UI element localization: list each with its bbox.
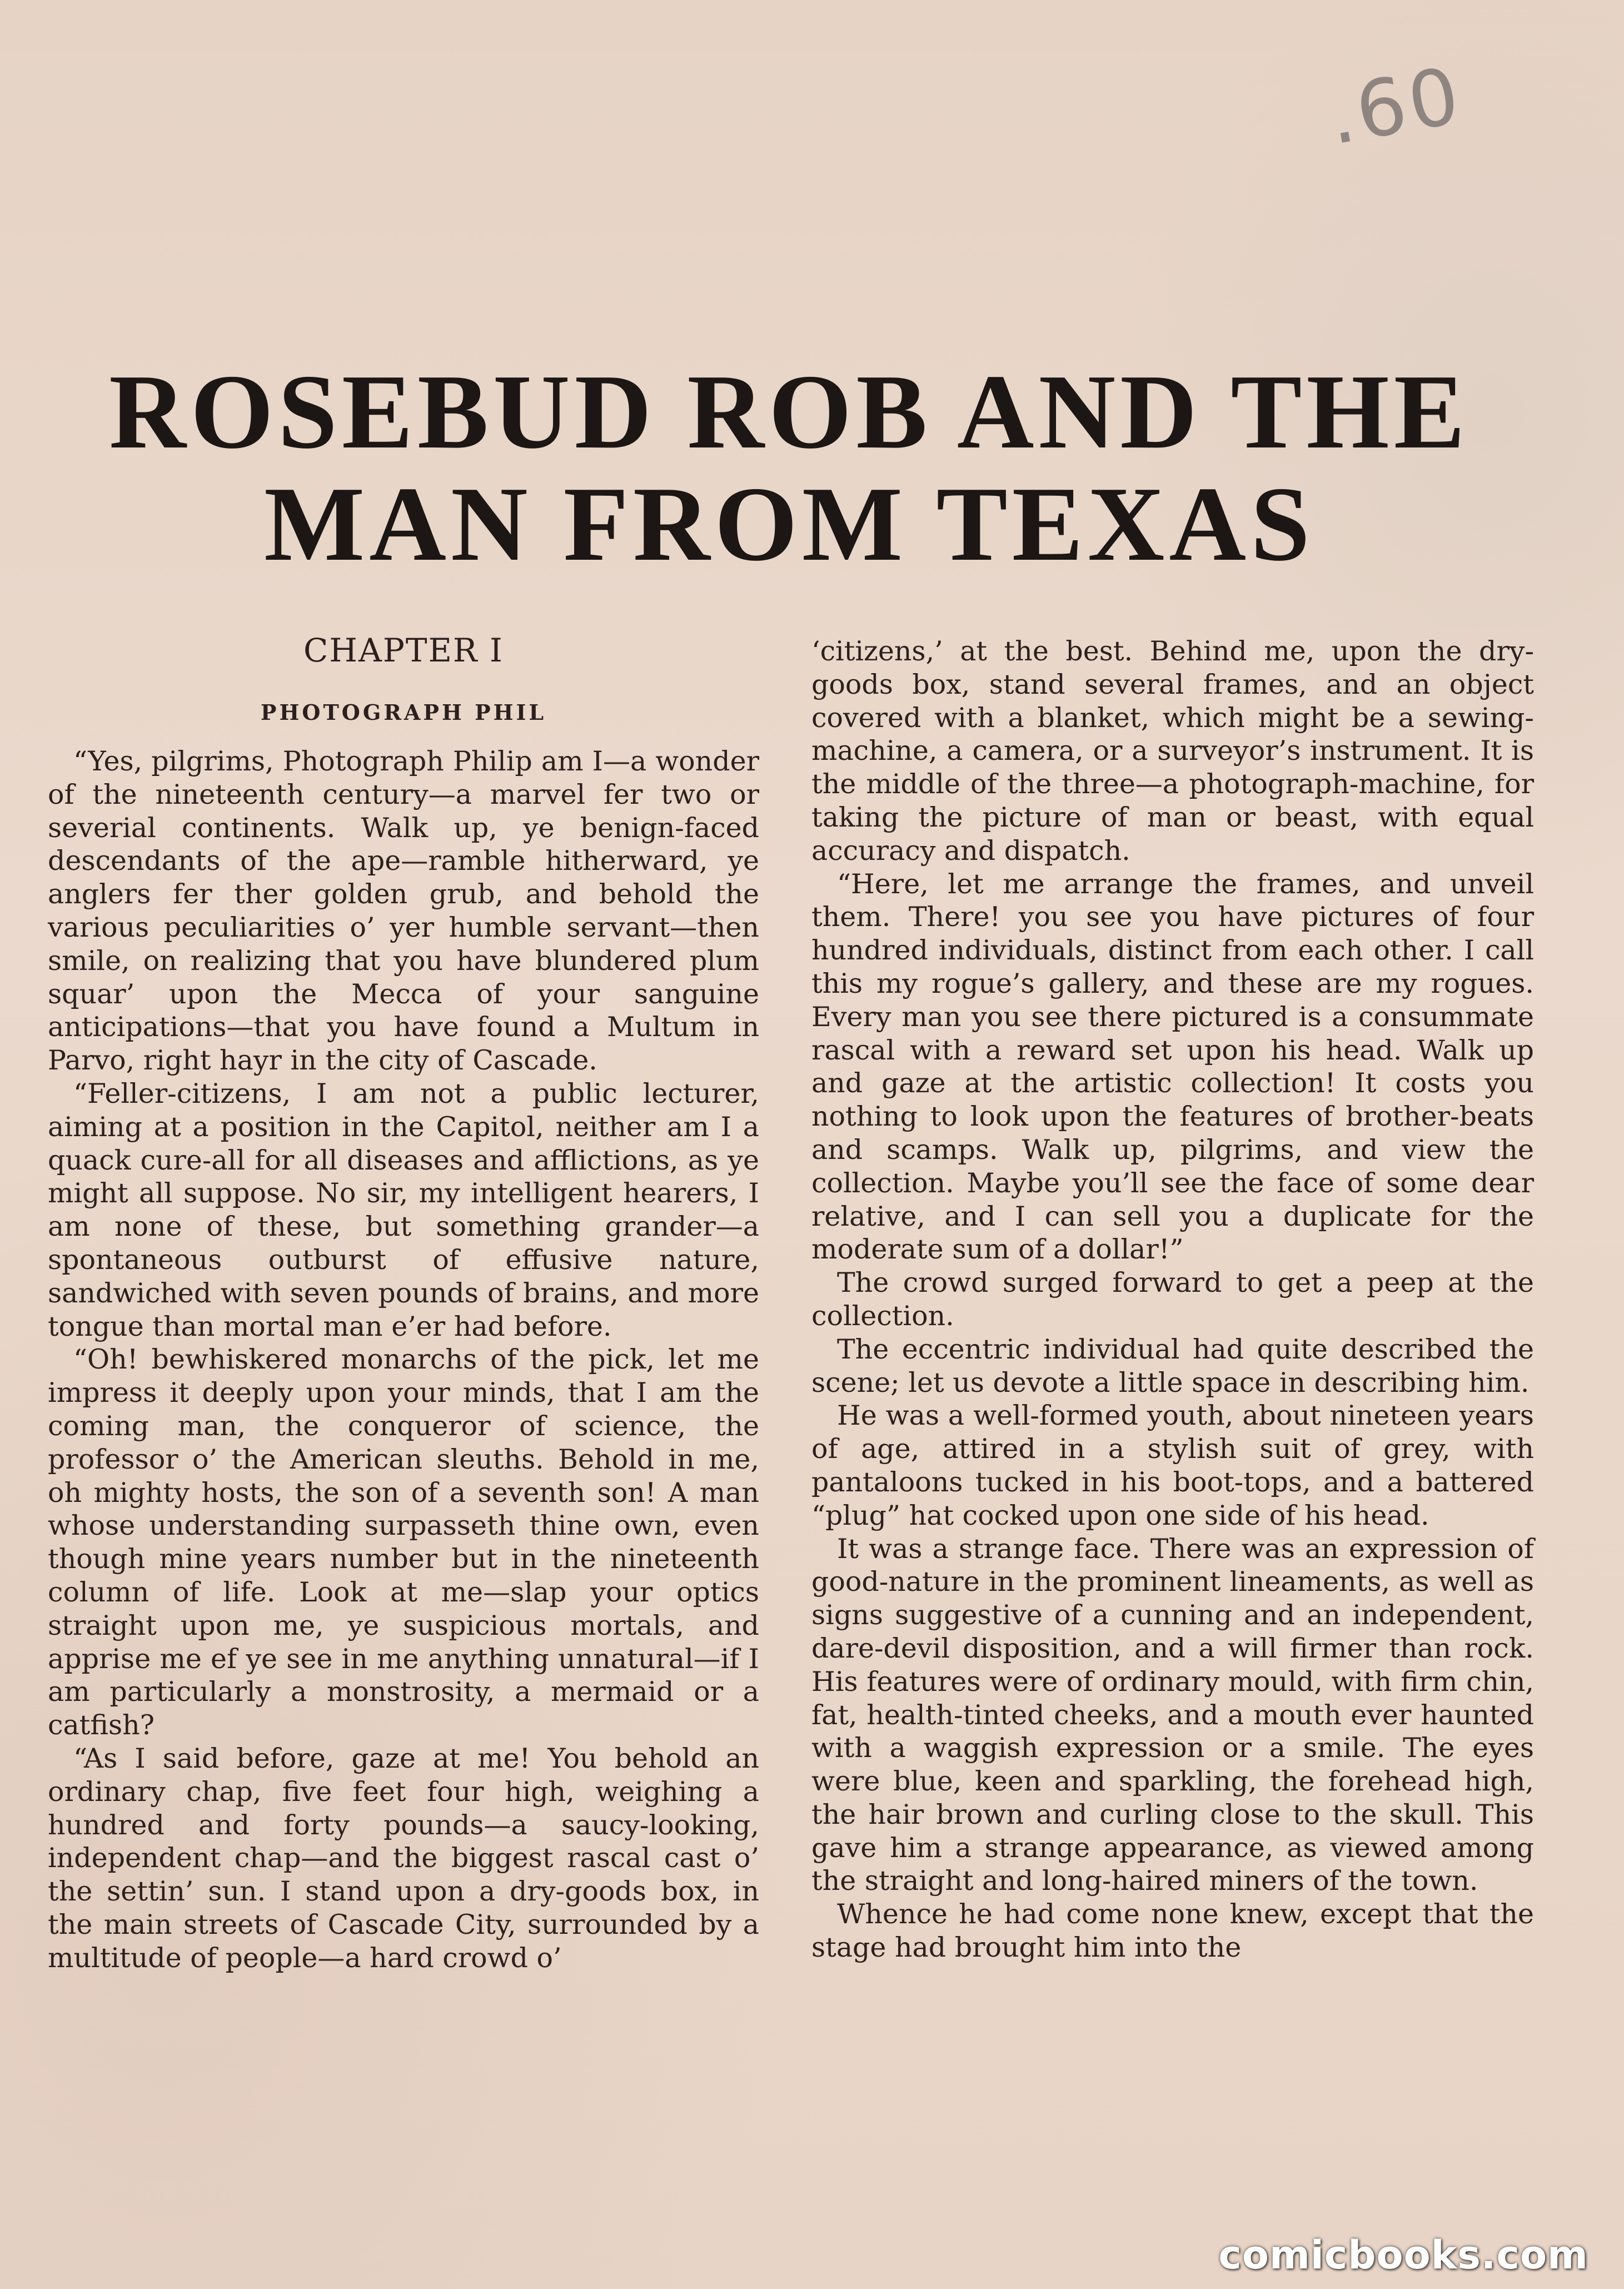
paragraph: “Yes, pilgrims, Photograph Philip am I—a wonder of the nineteenth century—a marvel fer two or severial continents. Walk up, ye benign-faced descendants of the ape—ramble hitherward, ye anglers fer ther golden grub, and behold the various peculiarities o’ yer humble servant—then smile, on realizing that you have blundered plum squar’ upon the Mecca of your sanguine anticipations—that you have found a Multum in Parvo, right hayr in the city of Cascade.	[48, 745, 759, 1077]
story-title	[67, 352, 1512, 583]
right-column	[811, 635, 1534, 1964]
paragraph: It was a strange face. There was an expression of good-nature in the prominent lineaments, as well as signs suggestive of a cunning and an independent, dare-devil disposition, and a will firmer than rock. His features were of ordinary mould, with firm chin, fat, health-tinted cheeks, and a mouth ever haunted with a waggish expression or a smile. The eyes were blue, keen and sparkling, the forehead high, the hair brown and curling close to the skull. This gave him a strange appearance, as viewed among the straight and long-haired miners of the town.	[811, 1532, 1534, 1897]
paragraph: “Feller-citizens, I am not a public lecturer, aiming at a position in the Capitol, neither am I a quack cure-all for all diseases and afflictions, as ye might all suppose. No sir, my intelligent hearers, I am none of these, but something grander—a spontaneous outburst of effusive nature, sandwiched with seven pounds of brains, and more tongue than mortal man e’er had before.	[48, 1077, 759, 1342]
paragraph: “Here, let me arrange the frames, and unveil them. There! you see you have pictures of four hundred individuals, distinct from each other. I call this my rogue’s gallery, and these are my rogues. Every man you see there pictured is a consummate rascal with a reward set upon his head. Walk up and gaze at the artistic collection! It costs you nothing to look upon the features of brother-beats and scamps. Walk up, pilgrims, and view the collection. Maybe you’ll see the face of some dear relative, and I can sell you a duplicate for the moderate sum of a dollar!”	[811, 868, 1534, 1266]
site-watermark: comicbooks.com	[1218, 2232, 1588, 2278]
chapter-subheading: PHOTOGRAPH PHIL	[260, 700, 547, 725]
story-title-line-1: ROSEBUD ROB AND THE	[109, 352, 1469, 471]
handwritten-price-mark: .60	[1321, 50, 1469, 163]
paragraph: “As I said before, gaze at me! You behold an ordinary chap, five feet four high, weighing a hundred and forty pounds—a saucy-looking, independent chap—and the biggest rascal cast o’ the settin’ sun. I stand upon a dry-goods box, in the main streets of Cascade City, surrounded by a multitude of people—a hard crowd o’	[48, 1742, 759, 1974]
left-column	[48, 631, 759, 1974]
paragraph: ‘citizens,’ at the best. Behind me, upon the dry-goods box, stand several frames, and an object covered with a blanket, which might be a sewing-machine, a camera, or a surveyor’s instrument. It is the middle of the three—a photograph-machine, for taking the picture of man or beast, with equal accuracy and dispatch.	[811, 635, 1534, 867]
paragraph: The crowd surged forward to get a peep at the collection.	[811, 1267, 1534, 1332]
paragraph: He was a well-formed youth, about nineteen years of age, attired in a stylish suit of grey, with pantaloons tucked in his boot-tops, and a battered “plug” hat cocked upon one side of his head.	[811, 1400, 1534, 1531]
chapter-heading: CHAPTER I	[303, 631, 504, 669]
story-title-line-2: MAN FROM TEXAS	[264, 465, 1314, 583]
paragraph: “Oh! bewhiskered monarchs of the pick, let me impress it deeply upon your minds, that I am the coming man, the conqueror of science, the professor o’ the American sleuths. Behold in me, oh mighty hosts, the son of a seventh son! A man whose understanding surpasseth thine own, even though mine years number but in the nineteenth column of life. Look at me—slap your optics straight upon me, ye suspicious mortals, and apprise me ef ye see in me anything unnatural—if I am particularly a monstrosity, a mermaid or a catfish?	[48, 1343, 759, 1741]
paragraph: Whence he had come none knew, except that the stage had brought him into the	[811, 1898, 1534, 1964]
paragraph: The eccentric individual had quite described the scene; let us devote a little space in describing him.	[811, 1333, 1534, 1399]
